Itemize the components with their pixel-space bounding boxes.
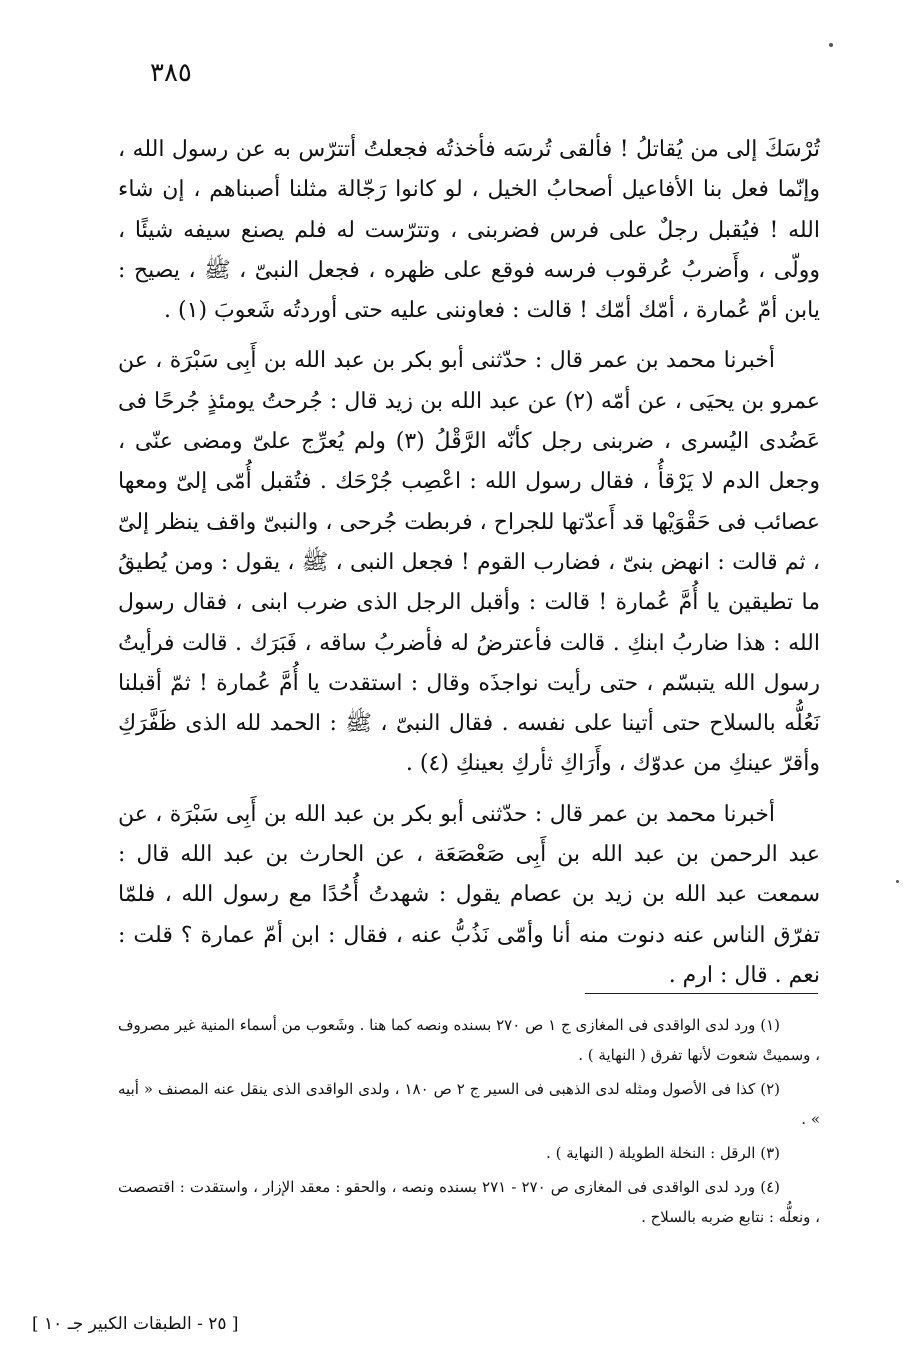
paragraph-3: أخبرنا محمد بن عمر قال : حدّثنى أبو بكر بن عبد الله بن أَبِى سَبْرَة ، عن عبد الرحمن بن عبد الله بن أَبِى صَعْصَعَة ، عن الحارث بن عبد الله قال : سمعت عبد الله بن زيد بن عصام يقول : شهدتُ أُحُدًا مع رسول الله ، فلمّا تفرّق الناس عنه دنوت منه أنا وأمّى نَذُبُّ عنه ، فقال : ابن أمّ عمارة ؟ قلت : نعم . قال : ارم . [118,801,820,988]
footnote-separator [585,993,818,994]
main-text [118,130,820,1006]
footnotes [118,1010,820,1236]
page-signature: [ ٢٥ - الطبقات الكبير جـ ١٠ ] [32,1314,239,1334]
footnote-1: (١) ورد لدى الواقدى فى المغازى ج ١ ص ٢٧٠ بسنده ونصه كما هنا . وشَعوب من أسماء المنية غير مصروف ، وسميتْ شعوت لأنها تفرق ( النهاية ) . [118,1016,820,1064]
scan-speck [896,880,899,883]
footnote-4: (٤) ورد لدى الواقدى فى المغازى ص ٢٧٠ - ٢٧١ بسنده ونصه ، والحقو : معقد الإزار ، واستقدت : اقتصصت ، ونعلُّه : نتابع ضربه بالسلاح . [118,1178,820,1226]
scan-speck [829,43,833,47]
footnote-3: (٣) الرقل : النخلة الطويلة ( النهاية ) . [546,1144,780,1162]
paragraph-2: أخبرنا محمد بن عمر قال : حدّثنى أبو بكر بن عبد الله بن أَبِى سَبْرَة ، عن عمرو بن يحيَى ، عن أمّه (٢) عن عبد الله بن زيد قال : جُرحتُ يومئذٍ جُرحًا فى عَضُدى اليُسرى ، ضربنى رجل كأنّه الرَّقْلُ (٣) ولم يُعرِّج علىّ ومضى عنّى ، وجعل الدم لا يَرْقأُ ، فقال رسول الله : اعْصِب جُرْحَك . فتُقبل أُمّى إلىّ ومعها عصائب فى حَقْوَيْها قد أَعدّتها للجراح ، فربطت جُرحى ، والنبىّ واقف ينظر إلىّ ، ثم قالت : انهض بنىّ ، فضارب القوم ! فجعل النبى ، ﷺ ، يقول : ومن يُطيقُ ما تطيقين يا أُمَّ عُمارة ! قالت : وأقبل الرجل الذى ضرب ابنى ، فقال رسول الله : هذا ضاربُ ابنكِ . قالت فأعترضُ له فأضربُ ساقه ، فَبَرَك . قالت فرأيتُ رسول الله يتبسّم ، حتى رأيت نواجذَه وقال : استقدت يا أُمَّ عُمارة ! ثمّ أقبلنا نَعُلُّه بالسلاح حتى أتينا على نفسه . فقال النبىّ ، ﷺ : الحمد لله الذى ظَفَّرَكِ وأقرّ عينكِ من عدوّك ، وأَرَاكِ ثأركِ بعينكِ (٤) . [118,348,820,777]
footnote-2: (٢) كذا فى الأصول ومثله لدى الذهبى فى السير ج ٢ ص ١٨٠ ، ولدى الواقدى الذى ينقل عنه المصنف « أبيه » . [118,1080,820,1128]
paragraph-1: تُرْسَكَ إلى من يُقاتلُ ! فألقى تُرسَه فأخذتُه فجعلتُ أتترّس به عن رسول الله ، وإنّما فعل بنا الأفاعيل أصحابُ الخيل ، لو كانوا رَجّالة مثلنا أصبناهم ، إن شاء الله ! فيُقبل رجلٌ على فرس فضربنى ، وتترّست له فلم يصنع سيفه شيئًا ، وولّى ، وأَضربُ عُرقوب فرسه فوقع على ظهره ، فجعل النبىّ ، ﷺ ، يصيح : يابن أمّ عُمارة ، أمّك أمّك ! قالت : فعاوننى عليه حتى أوردتُه شَعوبَ (١) . [118,137,820,324]
page-number: ٣٨٥ [150,58,192,88]
